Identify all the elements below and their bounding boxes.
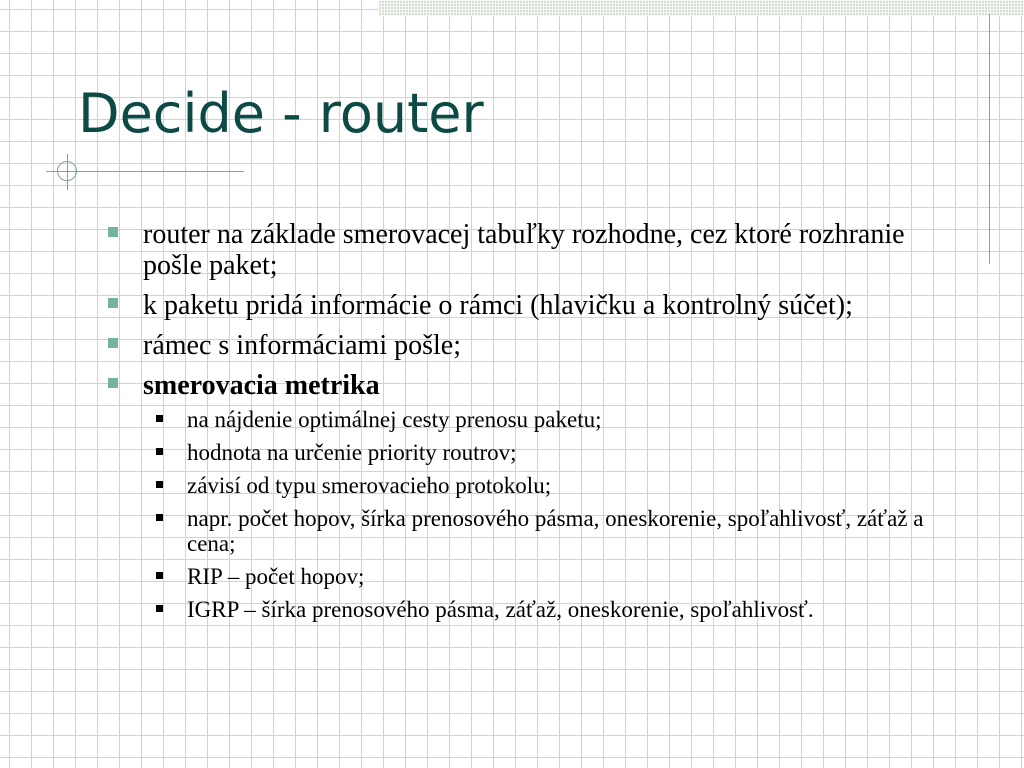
- sub-bullet-text: na nájdenie optimálnej cesty prenosu paketu;: [187, 407, 602, 432]
- square-bullet-icon: [108, 298, 118, 308]
- crosshair-circle-icon: [57, 161, 77, 181]
- small-square-bullet-icon: [156, 514, 163, 521]
- sub-bullet-text: RIP – počet hopov;: [187, 564, 365, 589]
- sub-bullet-item: [108, 440, 968, 465]
- small-square-bullet-icon: [156, 605, 163, 612]
- square-bullet-icon: [108, 378, 118, 388]
- bullet-item: [108, 219, 968, 281]
- sub-bullet-text: IGRP – šírka prenosového pásma, záťaž, oneskorenie, spoľahlivosť.: [187, 597, 814, 622]
- sub-bullet-item: [108, 564, 968, 589]
- sub-bullet-item: [108, 597, 968, 622]
- bullet-item: [108, 330, 968, 361]
- bullet-list: [108, 219, 968, 631]
- bullet-item: [108, 290, 968, 321]
- square-bullet-icon: [108, 338, 118, 348]
- decorative-vertical-rule: [989, 14, 990, 264]
- header-texture-band: [378, 0, 1024, 16]
- sub-bullet-text: hodnota na určenie priority routrov;: [187, 440, 517, 465]
- small-square-bullet-icon: [156, 481, 163, 488]
- sub-bullet-item: [108, 473, 968, 498]
- small-square-bullet-icon: [156, 572, 163, 579]
- sub-bullet-item: [108, 506, 968, 556]
- small-square-bullet-icon: [156, 415, 163, 422]
- sub-bullet-item: [108, 407, 968, 432]
- sub-bullet-text: závisí od typu smerovacieho protokolu;: [187, 473, 552, 498]
- bullet-item-metric: [108, 370, 968, 622]
- bullet-text: rámec s informáciami pošle;: [143, 330, 461, 361]
- slide-title: Decide - router: [78, 82, 484, 145]
- small-square-bullet-icon: [156, 448, 163, 455]
- square-bullet-icon: [108, 227, 118, 237]
- sub-bullet-list: [143, 407, 968, 622]
- bullet-text: router na základe smerovacej tabuľky rozhodne, cez ktoré rozhranie pošle paket;: [143, 219, 905, 281]
- bullet-text: smerovacia metrika: [143, 370, 380, 401]
- sub-bullet-text: napr. počet hopov, šírka prenosového pásma, oneskorenie, spoľahlivosť, záťaž a cena;: [187, 506, 924, 556]
- bullet-text: k paketu pridá informácie o rámci (hlavičku a kontrolný súčet);: [143, 290, 853, 321]
